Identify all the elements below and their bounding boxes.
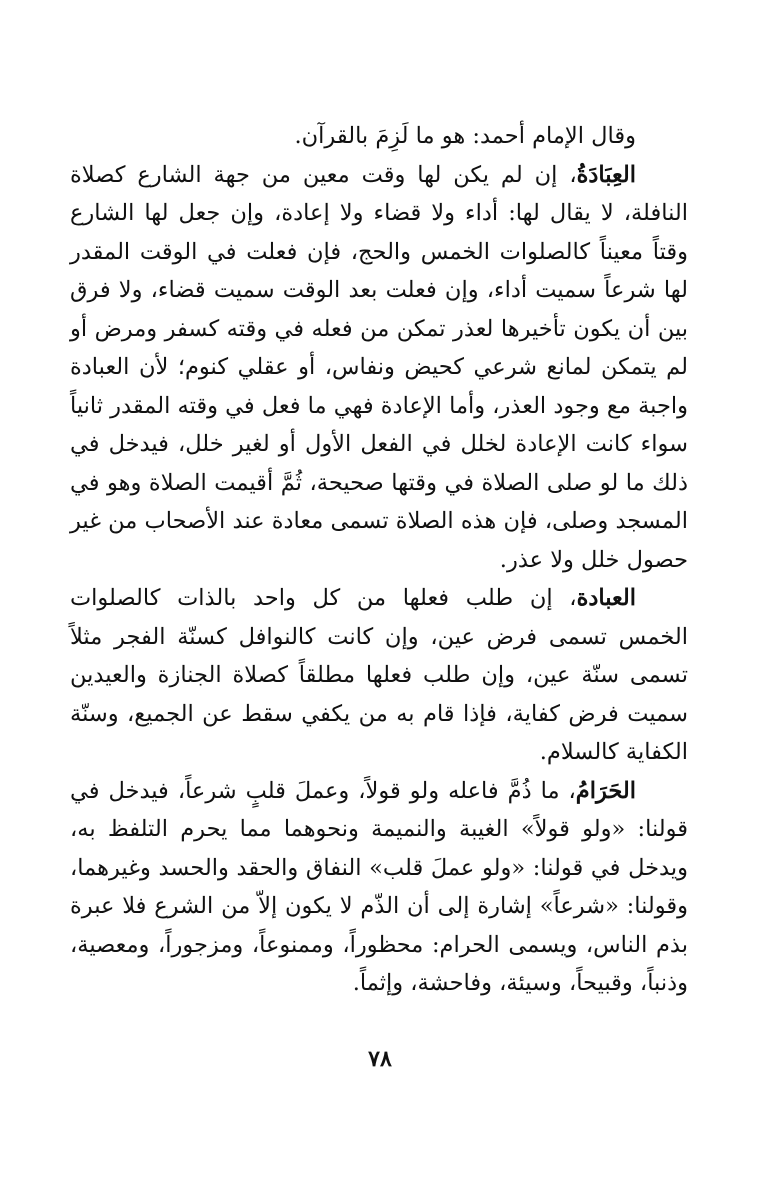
paragraph-ibada-obligation: [70, 579, 688, 772]
page-number: ٧٨: [368, 1046, 392, 1072]
paragraph-text: ، إن لم يكن لها وقت معين من جهة الشارع كصلاة النافلة، لا يقال لها: أداء ولا قضاء ولا إعادة، وإن جعل لها الشارع وقتاً معيناً كالصلوات الخمس والحج، فإن فعلت في الوقت المقدر لها شرعاً سميت أداء، وإن فعلت بعد الوقت سميت قضاء، ولا فرق بين أن يكون تأخيرها لعذر تمكن من فعله في وقته كسفر ومرض أو لم يتمكن لمانع شرعي كحيض ونفاس، أو عقلي كنوم؛ لأن العبادة واجبة مع وجود العذر، وأما الإعادة فهي ما فعل في وقته المقدر ثانياً سواء كانت الإعادة لخلل في الفعل الأول أو لغير خلل، فيدخل في ذلك ما لو صلى الصلاة في وقتها صحيحة، ثُمَّ أقيمت الصلاة وهو في المسجد وصلى، فإن هذه الصلاة تسمى معادة عند الأصحاب من غير حصول خلل ولا عذر.: [70, 161, 688, 573]
body-text: [70, 117, 688, 1003]
paragraph-ibada-timing: [70, 156, 688, 580]
paragraph-ahmad: [70, 117, 688, 156]
paragraph-haram: [70, 772, 688, 1003]
term-heading: العِبَادَةُ: [576, 161, 636, 188]
term-heading: العبادة: [576, 585, 636, 611]
paragraph-text: وقال الإمام أحمد: هو ما لَزِمَ بالقرآن.: [294, 123, 636, 149]
paragraph-text: ، ما ذُمَّ فاعله ولو قولاً، وعملَ قلبٍ شرعاً، فيدخل في قولنا: «ولو قولاً» الغيبة والنميمة ونحوهما مما يحرم التلفظ به، ويدخل في قولنا: «ولو عملَ قلب» النفاق والحقد والحسد وغيرهما، وقولنا: «شرعاً» إشارة إلى أن الذّم لا يكون إلاّ من الشرع فلا عبرة بذم الناس، ويسمى الحرام: محظوراً، وممنوعاً، ومزجوراً، ومعصية، وذنباً، وقبيحاً، وسيئة، وفاحشة، وإثماً.: [70, 777, 688, 996]
paragraph-text: ، إن طلب فعلها من كل واحد بالذات كالصلوات الخمس تسمى فرض عين، وإن كانت كالنوافل كسنّة الفجر مثلاً تسمى سنّة عين، وإن طلب فعلها مطلقاً كصلاة الجنازة والعيدين سميت فرض كفاية، فإذا قام به من يكفي سقط عن الجميع، وسنّة الكفاية كالسلام.: [70, 585, 688, 765]
term-heading: الحَرَامُ: [575, 777, 636, 804]
